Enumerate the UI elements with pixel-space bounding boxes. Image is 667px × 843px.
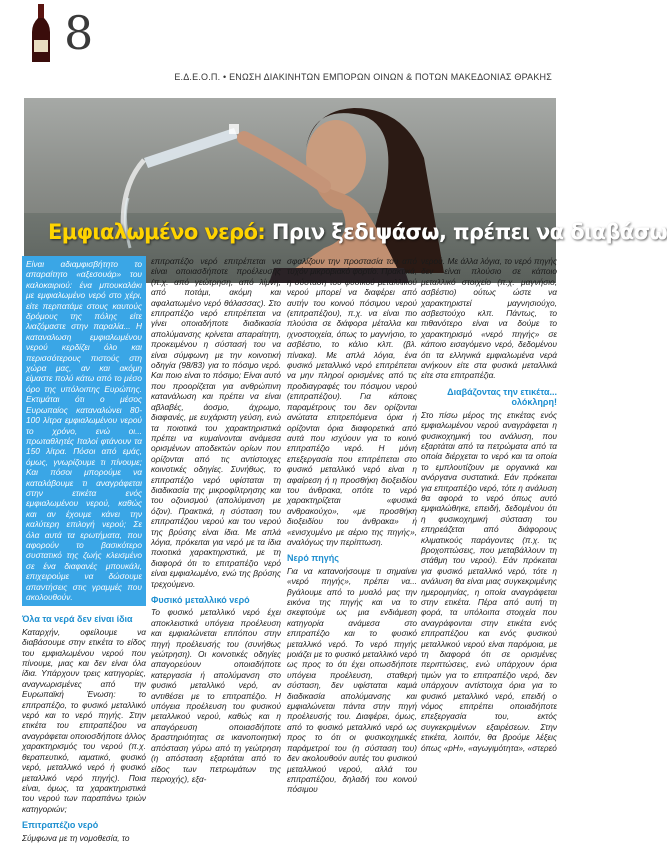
publication-header: Ε.Δ.Ε.Ο.Π. • ΕΝΩΣΗ ΔΙΑΚΙΝΗΤΩΝ ΕΜΠΟΡΩΝ ΟΙΝΩΝ & ΠΟΤΩΝ ΜΑΚΕΔΟΝΙΑΣ ΘΡΑΚΗΣ (174, 72, 552, 82)
section-heading-spring-water: Νερό πηγής (287, 553, 339, 564)
intro-paragraph: Είναι αδιαμφισβήτητο το απαραίτητο «αξεσουάρ» του καλοκαιριού: ένα μπουκαλάκι με εμφιαλωμένο νερό στο χέρι, είτε περπατάμε στους καυτούς δρόμους της πόλης είτε λιαζόμαστε στην παραλία... Η καταναλωση εμφιαλωμένου νερού κερδίζει όλο και περισσότερους πιστούς στη χώρα μας, αν και ακόμη είμαστε πολύ κάτω από το μέσο όρο της υπόλοιπης Ευρώπης. Εκτιμάται ότι ο μέσος Ευρωπαίος καταναλώνει 80-100 λίτρα εμφιαλωμένου νερού το χρόνο, ενώ οι... πρωταθλητές Ιταλοί φτάνουν τα 150 λίτρα. Πόσοι από εμάς, όμως, γνωρίζουμε τι πίνουμε; Και πόσοι μπορούμε να καταλάβουμε τι αναγράφεται στην ετικέτα ενός εμφιαλωμένου νερού, καθώς και αν έχουμε κάνει την καλύτερη επιλογή νερού; Σε όλα αυτά τα ερωτήματα, που αφορούν το βασικότερο συστατικό της ζωής κλεισμένο σε ένα διαφανές μπουκάλι, επιχειρούμε να δώσουμε απαντήσεις στις γραμμές που ακολουθούν. (26, 259, 142, 602)
article-title-rest: Πριν ξεδιψάσω, πρέπει να διαβάσω (265, 220, 667, 244)
paragraph-table-water-start: Σύμφωνα με τη νομοθεσία, το (22, 832, 130, 843)
wine-bottle-icon (30, 4, 52, 62)
page-number: 8 (64, 6, 94, 60)
paragraph-spring-water-cont: νερού. Με άλλα λόγια, το νερό πηγής δεν είναι πλούσιο σε κάποιο μεταλλικό στοιχείο (π.χ. μαγνήσιο, ασβέστιο) ούτως ώστε να χαρακτηριστεί μαγνησιούχο, ασβεστούχο κλπ. Πάντως, το πιθανότερο είναι να δούμε το χαρακτηρισμό «νερό πηγής» σε κάποιο εισαγόμενο νερό, δεδομένου ότι τα ελληνικά εμφιαλωμένα νερά ανήκουν είτε στα φυσικά μεταλλικά είτε στα επιτραπέζια. (421, 256, 557, 381)
page-header (0, 0, 567, 92)
section-heading-table-water: Επιτραπέζιο νερό (22, 820, 99, 831)
paragraph-mineral-water: Το φυσικό μεταλλικό νερό έχει αποκλειστικά υπόγεια προέλευση και εμφιαλώνεται επιτόπου στην πηγή προέλευσής του (συνήθως γεώτρηση). Οι κοινοτικές οδηγίες απαγορεύουν οποιαδήποτε κατεργασία ή απολύμανση στο φυσικό μεταλλικό νερό, αν αντιθέσει με το επιτραπέζιο. Η υπόγεια προέλευση του φυσικού μεταλλικού νερού, καθώς και η απαγόρευση οποιασδήποτε δραστηριότητας σε ικανοποιητική απόσταση γύρω από τη γεώτρηση (η απόσταση εξαρτάται από το είδος των πετρωμάτων της περιοχής), εξα- (151, 607, 281, 784)
paragraph-table-water: επιτραπέζιο νερό επιτρέπεται να είναι οποιασδήποτε προέλευσης (π.χ. από γεώτρηση, από λίμνη, από ποτάμι, ακόμη και αφαλατωμένο νερό θάλασσας). Στο επιτραπέζιο νερό επιτρέπεται να γίνει οποιαδήποτε διαδικασία απολύμανσης κρίνεται απαραίτητη, προκειμένου η σύστασή του να είναι σύμφωνη με την κοινοτική οδηγία (98/83) για το πόσιμο νερό. Και ποιο είναι το πόσιμο; Είναι αυτό που προορίζεται για ανθρώπινη κατανάλωση και πρέπει να είναι αβλαβές, άοσμο, άχρωμο, διαφανές, με ευχάριστη γεύση, ενώ τα ποιοτικά του χαρακτηριστικά πρέπει να κυμαίνονται ανάμεσα ορισμένων αποδεκτών ορίων που ορίζονται από τις αντίστοιχες κοινοτικές οδηγίες. Συνήθως, το επιτραπέζιο νερό υφίσταται τη διαδικασία της μικροφίλτρησης και του οζονισμού (απολύμανση με όζον). Πρακτικά, η σύσταση του επιτραπέζιου νερού και του νερού της βρύσης είναι ίδια. Με απλά λόγια, πρόκειται για νερό με τα ίδια ποιοτικά χαρακτηριστικά, με τη διαφορά ότι το επιτραπέζιο νερό είναι εμφιαλωμένο, ενώ της βρύσης τρεχούμενο. (151, 256, 281, 589)
section-heading-mineral-water: Φυσικό μεταλλικό νερό (151, 595, 250, 605)
paragraph-reading-label: Στο πίσω μέρος της ετικέτας ενός εμφιαλωμένου νερού αναγράφεται η φυσικοχημική του ανάλυση, που εξαρτάται από τα πετρώματα από τα οποία διέρχεται το νερό και τα οποία το εμπλουτίζουν με οργανικά και ανόργανα συστατικά. Εάν πρόκειται για επιτραπέζιο νερό, τότε η ανάλυση θα αφορά το νερό όπως αυτό εμφιαλώθηκε, επειδή, δεδομένου ότι η φυσικοχημική σύσταση του επηρεάζεται από διάφορους κλιματικούς παράγοντες (π.χ. τις βροχοπτώσεις, που μεταβάλλουν τη στάθμη του νερού). Εάν πρόκειται για φυσικό μεταλλικό νερό, τότε η ανάλυση θα είναι μιας συγκεκριμένης ημερομηνίας, η οποία αναγράφεται στην ετικέτα. Πέρα από αυτή τη φορά, τα υπόλοιπα στοιχεία που αναγράφονται στην ετικέτα ενός επιτραπέζιου και ενός φυσικού μεταλλικού νερού είναι παρόμοια, με τη διαφορά ότι σε ορισμένες περιπτώσεις, ενώ υπάρχουν όρια τιμών για το επιτραπέζιο νερό, δεν υπάρχουν αντίστοιχα όρια για το φυσικό μεταλλικό νερό, επειδή ο νόμος επιτρέπει οποιαδήποτε επεξεργασία του, εκτός συγκεκριμένων εξαιρέσεων. Στην ετικέτα, λοιπόν, θα βρούμε λέξεις όπως «pH», «αγωγιμότητα», «στερεό (421, 409, 557, 753)
section-heading-reading-label: Διαβάζοντας την ετικέτα... ολόκληρη! (447, 386, 557, 408)
paragraph-spring-water: Για να κατανοήσουμε τι σημαίνει «νερό πηγής», πρέπει να... βγάλουμε από το μυαλό μας την εικόνα της πηγής και να το σκεφτούμε ως μια ενδιάμεση κατηγορία ανάμεσα στο επιτραπέζιο και το φυσικό μεταλλικό νερό. Το νερό πηγής μοιάζει με το φυσικό μεταλλικό νερό ως προς το ότι έχει οπωσδήποτε υπόγεια προέλευση, σταθερή σύσταση, δεν υφίσταται καμιά διαδικασία απολύμανσης και εμφιαλώνεται πάντα στην πηγή προέλευσής του. Διαφέρει, όμως, από το φυσικό μεταλλικό νερό ως προς το ότι οι φυσικοχημικές παράμετροί του (η σύσταση του) δεν ακολουθούν αυτές του φυσικού μεταλλικού νερού, αλλά του επιτραπέζιου, δηλαδή του κοινού πόσιμου (287, 565, 417, 795)
text-column-3 (287, 256, 417, 796)
text-column-1 (22, 256, 146, 843)
paragraph-categories: Καταρχήν, οφείλουμε να διαβάσουμε στην ετικέτα το είδος του εμφιαλωμένου νερού που πίνουμε, μιας και δεν είναι όλα ίδια. Υπάρχουν τρεις κατηγορίες, αναγνωρισμένες από την Ευρωπαϊκή Ένωση: το επιτραπέζιο, το φυσικό μεταλλικό νερό και το νερό πηγής. Στην ετικέτα του επιτραπέζιου να αναγράφεται οποιοσδήποτε άλλος χαρακτηρισμός του νερού (π.χ. θεραπευτικό, ιαματικό, φυσικό νερό, μεταλλικό νερό ή φυσικό μεταλλικό νερό πηγής). Ποια είναι, όμως, τα χαρακτηριστικά του νερού των παραπάνω τριών κατηγοριών; (22, 626, 146, 814)
text-column-2 (151, 256, 281, 796)
text-column-4 (421, 256, 557, 796)
intro-box (22, 256, 146, 606)
section-heading-not-all-waters-same: Όλα τα νερά δεν είναι ίδια (22, 614, 133, 625)
article-title-accent: Εμφιαλωμένο νερό: (48, 220, 266, 244)
paragraph-mineral-water-cont: σφαλίζουν την προστασία του από τυχόν μικροβιακό φορτίο. Πρακτικά, η σύσταση του φυσικού μεταλλικού νερού μπορεί να διαφέρει από αυτήν του κοινού πόσιμου νερού (επιτραπέζιου), π.χ. να είναι πιο πλούσια σε διάφορα μέταλλα και ιχνοστοιχεία, όπως το μαγνήσιο, το ασβέστιο, το κάλιο κλπ. (βλ. πίνακα). Με απλά λόγια, ένα φυσικό μεταλλικό νερό επιτρέπεται να μην πληροί ορισμένες από τις προδιαγραφές του πόσιμου νερού (επιτραπέζιου). Για κάποιες παραμέτρους του δεν ορίζονται ανώτατα επιτρεπόμενα όρια ή ορίζονται όρια διαφορετικά από αυτά που ισχύουν για το κοινό επιτραπέζιο νερό. Η μόνη επεξεργασία που επιτρέπεται στο φυσικό μεταλλικό νερό είναι η αφαίρεση ή η προσθήκη διοξειδίου του άνθρακα, οπότε το νερό χαρακτηρίζεται «φυσικά ανθρακούχο», «με προσθήκη διοξειδίου του άνθρακα» ή «ενισχυμένο με αέριο της πηγής», αναλόγως την περίπτωση. (287, 256, 417, 547)
article-title (48, 220, 667, 244)
